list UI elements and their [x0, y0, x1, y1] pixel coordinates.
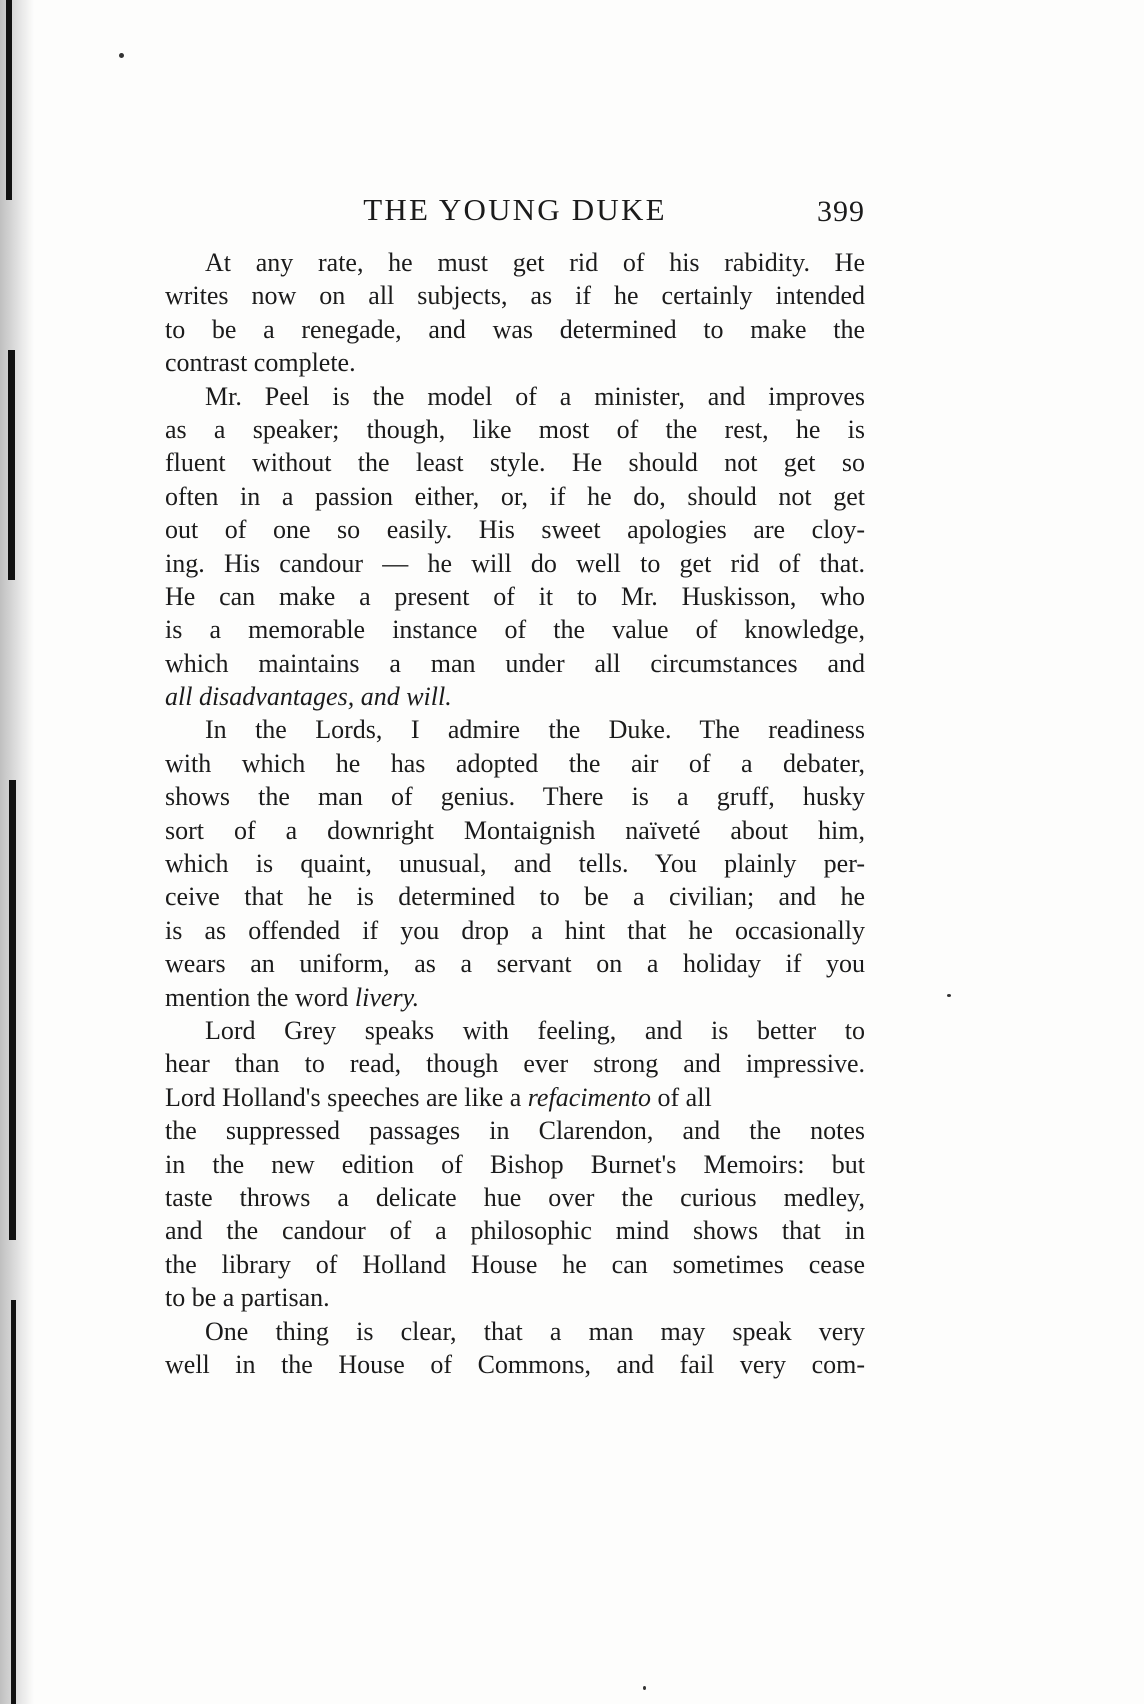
binding-edge-mark: [9, 780, 16, 1240]
text-line: wears an uniform, as a servant on a holiday if you: [165, 949, 865, 979]
italic-word: livery.: [354, 982, 420, 1012]
text-line: contrast complete.: [165, 348, 356, 378]
ink-speck: [643, 1686, 646, 1690]
text-line: taste throws a delicate hue over the curious medley,: [165, 1182, 865, 1212]
text-line: [165, 981, 865, 1014]
text-line: ing. His candour — he will do well to get rid of that.: [165, 548, 865, 578]
binding-shadow: [0, 0, 34, 1704]
text-line: One thing is clear, that a man may speak very: [205, 1316, 865, 1346]
text-line: writes now on all subjects, as if he certainly intended: [165, 281, 865, 311]
text-line: which is quaint, unusual, and tells. You plainly per-: [165, 849, 865, 879]
text-line: Mr. Peel is the model of a minister, and improves: [205, 381, 865, 411]
text-line: Lord Grey speaks with feeling, and is better to: [205, 1015, 865, 1045]
text-segment: mention the word: [165, 982, 355, 1012]
text-line: shows the man of genius. There is a gruff, husky: [165, 782, 865, 812]
text-line: which maintains a man under all circumstances and: [165, 648, 865, 678]
binding-edge-mark: [11, 1300, 16, 1704]
binding-edge-mark: [8, 350, 15, 580]
text-line: At any rate, he must get rid of his rabidity. He: [205, 248, 865, 277]
text-line: to be a partisan.: [165, 1283, 330, 1313]
text-line: fluent without the least style. He should not get so: [165, 448, 865, 478]
text-line: the suppressed passages in Clarendon, and the notes: [165, 1116, 865, 1146]
ink-speck: [119, 53, 124, 58]
text-line: is as offended if you drop a hint that he occasionally: [165, 915, 865, 945]
text-line: as a speaker; though, like most of the rest, he is: [165, 414, 865, 444]
text-line: to be a renegade, and was determined to make the: [165, 314, 865, 344]
running-head: [165, 190, 865, 236]
ink-speck: [947, 994, 951, 997]
running-title: THE YOUNG DUKE: [363, 192, 667, 227]
text-line: sort of a downright Montaignish naïveté about him,: [165, 815, 865, 845]
text-line: out of one so easily. His sweet apologies are cloy-: [165, 515, 865, 545]
text-line: is a memorable instance of the value of knowledge,: [165, 615, 865, 645]
text-line: hear than to read, though ever strong and impressive.: [165, 1049, 865, 1079]
text-line: all disadvantages, and will.: [165, 682, 452, 712]
text-line: with which he has adopted the air of a debater,: [165, 748, 865, 778]
text-line: He can make a present of it to Mr. Huskisson, who: [165, 581, 865, 611]
text-line: ceive that he is determined to be a civilian; and he: [165, 882, 865, 912]
text-line: In the Lords, I admire the Duke. The readiness: [205, 715, 865, 745]
text-line: the library of Holland House he can sometimes cease: [165, 1249, 865, 1279]
text-line: often in a passion either, or, if he do, should not get: [165, 481, 865, 511]
italic-word: refacimento: [527, 1082, 652, 1112]
body-text: [165, 246, 865, 1381]
text-line: [165, 1081, 865, 1114]
binding-edge-mark: [6, 0, 12, 200]
page-number: 399: [817, 195, 865, 228]
text-line: in the new edition of Bishop Burnet's Memoirs: but: [165, 1149, 865, 1179]
text-segment: of all: [651, 1082, 712, 1112]
text-segment: Lord Holland's speeches are like a: [165, 1082, 528, 1112]
text-line: and the candour of a philosophic mind shows that in: [165, 1216, 865, 1246]
text-line: well in the House of Commons, and fail very com-: [165, 1349, 865, 1379]
